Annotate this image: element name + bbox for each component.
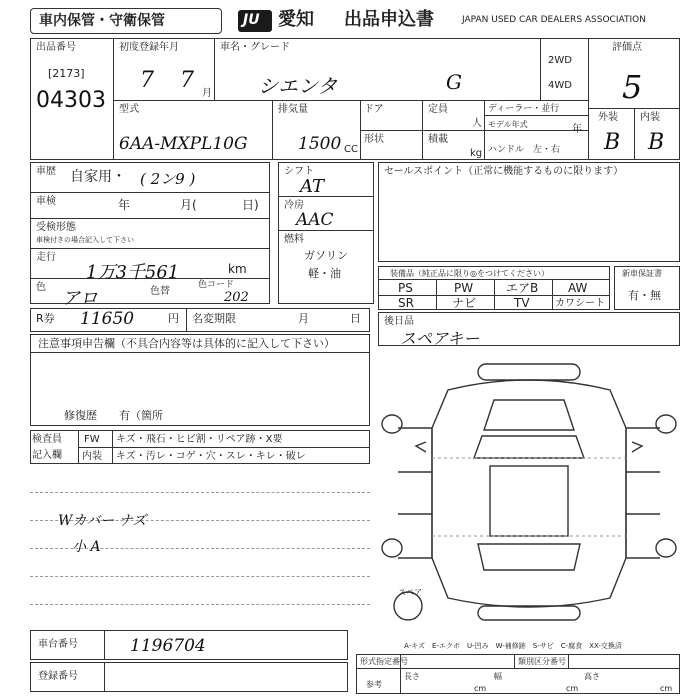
interior-grade: B — [648, 130, 665, 155]
fuel-label: 燃料 — [284, 234, 304, 245]
top-tag — [30, 8, 222, 34]
grade-value: G — [446, 70, 462, 94]
cc-unit: CC — [344, 144, 358, 155]
exterior-grade: B — [604, 130, 621, 155]
association-name: JAPAN USED CAR DEALERS ASSOCIATION — [462, 15, 646, 25]
equipment-label: 装備品（純正品に限り◎をつけてください） — [390, 269, 549, 278]
displacement-value: 1500 — [298, 134, 342, 154]
name-change-day: 日 — [350, 312, 361, 325]
yen-unit: 円 — [168, 312, 179, 325]
handle-label: ハンドル 左・右 — [488, 145, 561, 155]
rating-value: 5 — [622, 68, 643, 106]
aftermarket-label: 後日品 — [384, 316, 414, 327]
equip-navi: ナビ — [452, 296, 477, 310]
repair-history-label: 修復歴 有（箇所 — [64, 409, 163, 422]
car-name-value: シエンタ — [258, 74, 338, 98]
sales-point-label: セールスポイント（正常に機能するものに限ります） — [384, 166, 624, 177]
kg-unit: kg — [470, 148, 483, 159]
damage-legend: A-キズ E-エクボ U-凹み W-補修跡 S-サビ C-腐食 XX-交換済 — [404, 642, 622, 650]
shift-label: シフト — [284, 166, 314, 177]
shape-label: 形状 — [364, 134, 384, 145]
exterior-label: 外装 — [598, 112, 618, 123]
aftermarket-value: スペアキー — [400, 329, 480, 348]
km-unit: km — [228, 262, 247, 276]
equip-leather-seat: カワシート — [555, 298, 605, 309]
category-number-label: 類別区分番号 — [518, 657, 566, 666]
org-name: 愛知 — [278, 9, 314, 30]
note-line-2: 小 A — [72, 539, 101, 555]
color-change-label: 色替 — [150, 286, 170, 297]
entry-label: 記入欄 — [32, 450, 62, 461]
note-line-1: Wカバー ナズ — [58, 513, 147, 529]
dealer-parallel-label: ディーラー・並行 — [488, 104, 560, 114]
month-suffix: 月 — [202, 88, 212, 99]
model-code-value: 6AA-MXPL10G — [119, 134, 248, 154]
sales-point-block — [378, 162, 680, 262]
color-label: 色 — [36, 282, 46, 293]
notes-label: 注意事項申告欄（不具合内容等は具体的に記入して下さい） — [38, 337, 335, 350]
reference-label: 参考 — [366, 680, 382, 689]
displacement-label: 排気量 — [278, 104, 308, 115]
width-label: 幅 — [494, 672, 502, 681]
spare-label: スペア — [398, 588, 422, 597]
equip-pw: PW — [454, 281, 474, 295]
lot-number-label: 出品番号 — [36, 42, 76, 53]
lot-bracket: [2173] — [48, 67, 85, 80]
drive-2wd: 2WD — [548, 55, 572, 66]
top-tag-text: 車内保管・守衛保管 — [39, 13, 165, 29]
chassis-label: 車台番号 — [38, 639, 78, 650]
inherited-label: 受検形態 — [36, 222, 76, 233]
car-name-grade-label: 車名・グレード — [220, 42, 290, 53]
naisou-label: 内装 — [82, 451, 102, 462]
load-label: 積載 — [428, 134, 448, 145]
history-paren: ( 2ン9 ) — [140, 170, 196, 188]
inherited-note: 車検付きの場合記入して下さい — [36, 236, 134, 244]
naisou-items: キズ・汚レ・コゲ・穴・スレ・キレ・破レ — [116, 451, 306, 462]
height-label: 高さ — [584, 672, 600, 681]
history-value: 自家用・ — [70, 169, 126, 185]
first-registration-label: 初度登録年月 — [119, 42, 179, 53]
name-change-label: 名変期限 — [192, 312, 236, 325]
doors-label: ドア — [364, 104, 384, 115]
color-code-value: 202 — [224, 290, 249, 305]
ju-logo-text: JU — [243, 12, 260, 28]
chassis-value: 1196704 — [130, 636, 206, 656]
reg-month-value: 7 — [180, 68, 194, 93]
model-year-suffix: 年 — [572, 124, 582, 135]
shaken-year: 年 — [118, 198, 131, 212]
width-unit: cm — [566, 684, 579, 693]
history-label: 車歴 — [36, 166, 56, 177]
fuel-alt: 軽・油 — [308, 267, 341, 280]
rating-label: 評価点 — [612, 42, 642, 53]
fuel-value: ガソリン — [304, 249, 348, 262]
equip-tv: TV — [514, 296, 530, 310]
cooler-label: 冷房 — [284, 200, 304, 211]
registration-label: 登録番号 — [38, 671, 78, 682]
length-unit: cm — [474, 684, 487, 693]
inspector-label: 検査員 — [32, 434, 62, 445]
name-change-month: 月 — [298, 312, 309, 325]
color-code-label: 色コード — [198, 280, 235, 290]
model-year-label: モデル年式 — [488, 120, 528, 129]
r-ticket-label: R券 — [36, 312, 55, 325]
shaken-label: 車検 — [36, 196, 56, 207]
interior-label: 内装 — [640, 112, 660, 123]
mileage-value: 1万3千561 — [86, 262, 180, 283]
shaken-month: 月( — [180, 198, 197, 212]
equip-ps: PS — [398, 281, 413, 295]
drive-4wd: 4WD — [548, 80, 572, 91]
shift-block — [278, 162, 374, 304]
equip-sr: SR — [398, 296, 414, 310]
reg-year-value: 7 — [140, 68, 154, 93]
persons-unit: 人 — [472, 118, 482, 129]
r-ticket-value: 11650 — [80, 309, 135, 329]
shift-value: AT — [300, 176, 325, 197]
equip-airbag: エアB — [506, 281, 539, 295]
lot-number-value: 04303 — [36, 88, 106, 113]
ju-logo — [238, 10, 272, 32]
new-warranty-label: 新車保証書 — [622, 269, 662, 278]
equip-aw: AW — [568, 281, 588, 295]
height-unit: cm — [660, 684, 673, 693]
type-designation-label: 形式指定番号 — [360, 657, 408, 666]
form-title: 出品申込書 — [344, 9, 434, 30]
fw-items: キズ・飛石・ヒビ割・リペア跡・X要 — [116, 434, 283, 445]
shaken-day: 日) — [242, 198, 259, 212]
model-code-label: 型式 — [119, 104, 139, 115]
length-label: 長さ — [404, 672, 420, 681]
mileage-label: 走行 — [36, 252, 56, 263]
fw-label: FW — [84, 434, 100, 445]
color-value: アロ — [62, 288, 98, 309]
cooler-value: AAC — [296, 210, 334, 230]
car-damage-diagram — [378, 348, 680, 640]
new-warranty-options: 有・無 — [628, 289, 661, 302]
capacity-label: 定員 — [428, 104, 448, 115]
